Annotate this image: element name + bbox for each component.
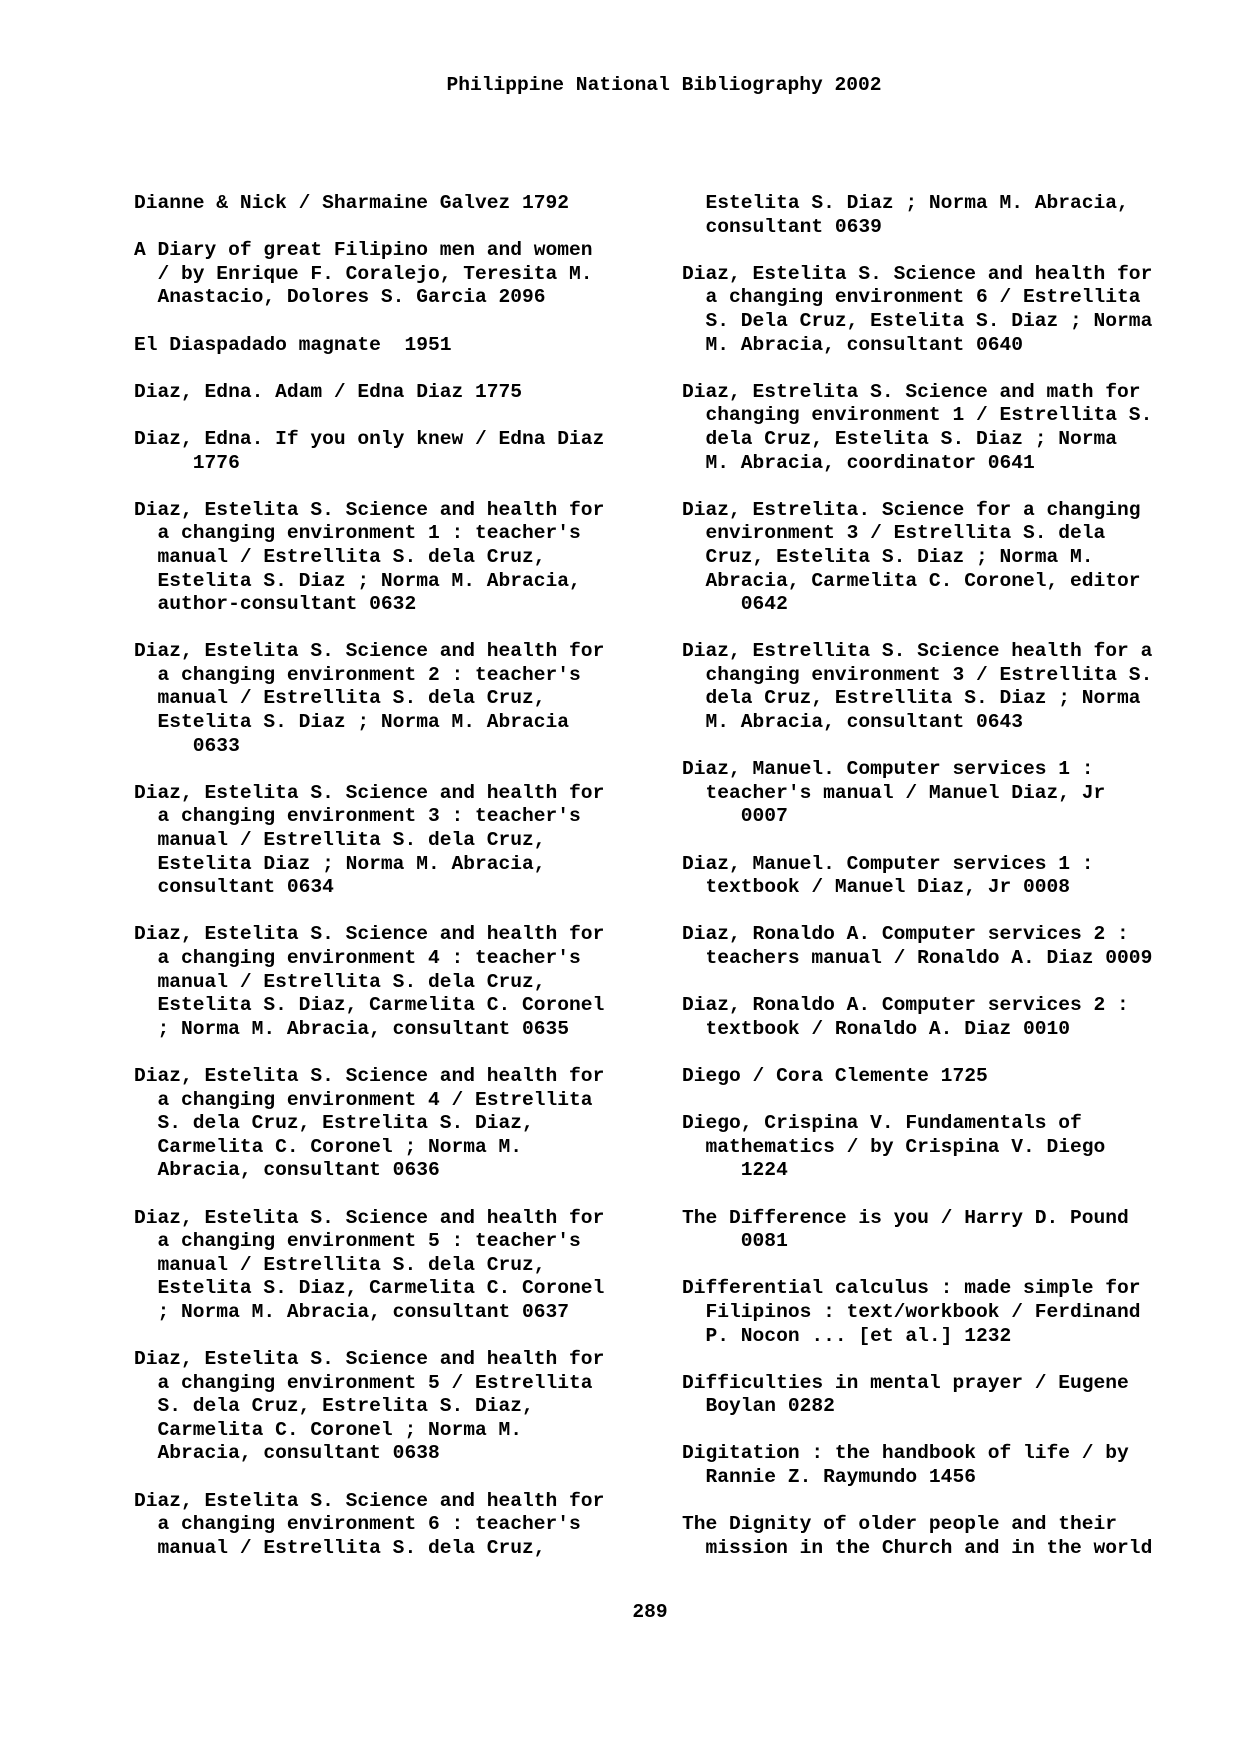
list-item: Diaz, Estelita S. Science and health for a changing environment 2 : teacher's manual / Estrellita S. dela Cruz, Estelita S. Diaz ; Norma M. Abracia 0633: [134, 640, 605, 757]
list-item: Estelita S. Diaz ; Norma M. Abracia, consultant 0639: [705, 192, 1129, 238]
list-item: Diaz, Estelita S. Science and health for a changing environment 3 : teacher's manual / Estrellita S. dela Cruz, Estelita Diaz ; Norma M. Abracia, consultant 0634: [134, 781, 605, 899]
list-item: Diaz, Manuel. Computer services 1 : teacher's manual / Manuel Diaz, Jr 0007: [682, 758, 1106, 828]
list-item: Diaz, Estelita S. Science and health for a changing environment 1 : teacher's manual / Estrellita S. dela Cruz, Estelita S. Diaz ; Norma M. Abracia, author-consultant 0632: [134, 498, 605, 616]
list-item: Diaz, Estelita S. Science and health for a changing environment 6 : teacher's manual / Estrellita S. dela Cruz,: [134, 1489, 605, 1559]
list-item: Digitation : the handbook of life / by Rannie Z. Raymundo 1456: [682, 1442, 1129, 1489]
list-item: The Dignity of older people and their mission in the Church and in the world: [682, 1513, 1153, 1559]
list-item: Diaz, Estrelita. Science for a changing environment 3 / Estrellita S. dela Cruz, Estelita S. Diaz ; Norma M. Abracia, Carmelita C. Coronel, editor 0642: [682, 498, 1141, 616]
list-item: Diego, Crispina V. Fundamentals of mathematics / by Crispina V. Diego 1224: [682, 1112, 1106, 1182]
list-item: Diaz, Estelita S. Science and health for a changing environment 4 : teacher's manual / Estrellita S. dela Cruz, Estelita S. Diaz, Carmelita C. Coronel ; Norma M. Abracia, consultant 0635: [134, 923, 605, 1040]
list-item: Diaz, Edna. Adam / Edna Diaz 1775: [134, 380, 523, 403]
left-column: [134, 192, 664, 1584]
list-item: Difficulties in mental prayer / Eugene Boylan 0282: [682, 1371, 1129, 1418]
list-item: Diaz, Estrellita S. Science health for a changing environment 3 / Estrellita S. dela Cruz, Estrellita S. Diaz ; Norma M. Abracia, consultant 0643: [682, 640, 1153, 734]
list-item: Diaz, Estelita S. Science and health for a changing environment 5 / Estrellita S. dela Cruz, Estrelita S. Diaz, Carmelita C. Coronel ; Norma M. Abracia, consultant 0638: [134, 1348, 605, 1465]
right-column: [682, 192, 1212, 1584]
list-item: Differential calculus : made simple for Filipinos : text/workbook / Ferdinand P. Nocon ... [et al.] 1232: [682, 1277, 1141, 1347]
page-title: Philippine National Bibliography 2002: [446, 74, 882, 96]
list-item: Diaz, Ronaldo A. Computer services 2 : textbook / Ronaldo A. Diaz 0010: [682, 994, 1129, 1040]
list-item: A Diary of great Filipino men and women / by Enrique F. Coralejo, Teresita M. Anastacio, Dolores S. Garcia 2096: [134, 239, 593, 309]
list-item: Diaz, Manuel. Computer services 1 : textbook / Manuel Diaz, Jr 0008: [682, 852, 1094, 899]
list-item: El Diaspadado magnate 1951: [134, 333, 452, 356]
list-item: Dianne & Nick / Sharmaine Galvez 1792: [134, 192, 570, 214]
list-item: Diego / Cora Clemente 1725: [682, 1064, 988, 1087]
list-item: Diaz, Edna. If you only knew / Edna Diaz 1776: [134, 427, 605, 474]
list-item: Diaz, Ronaldo A. Computer services 2 : teachers manual / Ronaldo A. Diaz 0009: [682, 923, 1153, 969]
list-item: Diaz, Estelita S. Science and health for a changing environment 4 / Estrellita S. dela Cruz, Estrelita S. Diaz, Carmelita C. Coronel ; Norma M. Abracia, consultant 0636: [134, 1064, 605, 1182]
list-item: The Difference is you / Harry D. Pound 0081: [682, 1206, 1129, 1253]
page-number: 289: [632, 1601, 668, 1623]
list-item: Diaz, Estelita S. Science and health for a changing environment 5 : teacher's manual / Estrellita S. dela Cruz, Estelita S. Diaz, Carmelita C. Coronel ; Norma M. Abracia, consultant 0637: [134, 1206, 605, 1323]
list-item: Diaz, Estelita S. Science and health for a changing environment 6 / Estrellita S. Dela Cruz, Estelita S. Diaz ; Norma M. Abracia, consultant 0640: [682, 262, 1153, 356]
list-item: Diaz, Estrelita S. Science and math for changing environment 1 / Estrellita S. dela Cruz, Estelita S. Diaz ; Norma M. Abracia, coordinator 0641: [682, 380, 1153, 474]
